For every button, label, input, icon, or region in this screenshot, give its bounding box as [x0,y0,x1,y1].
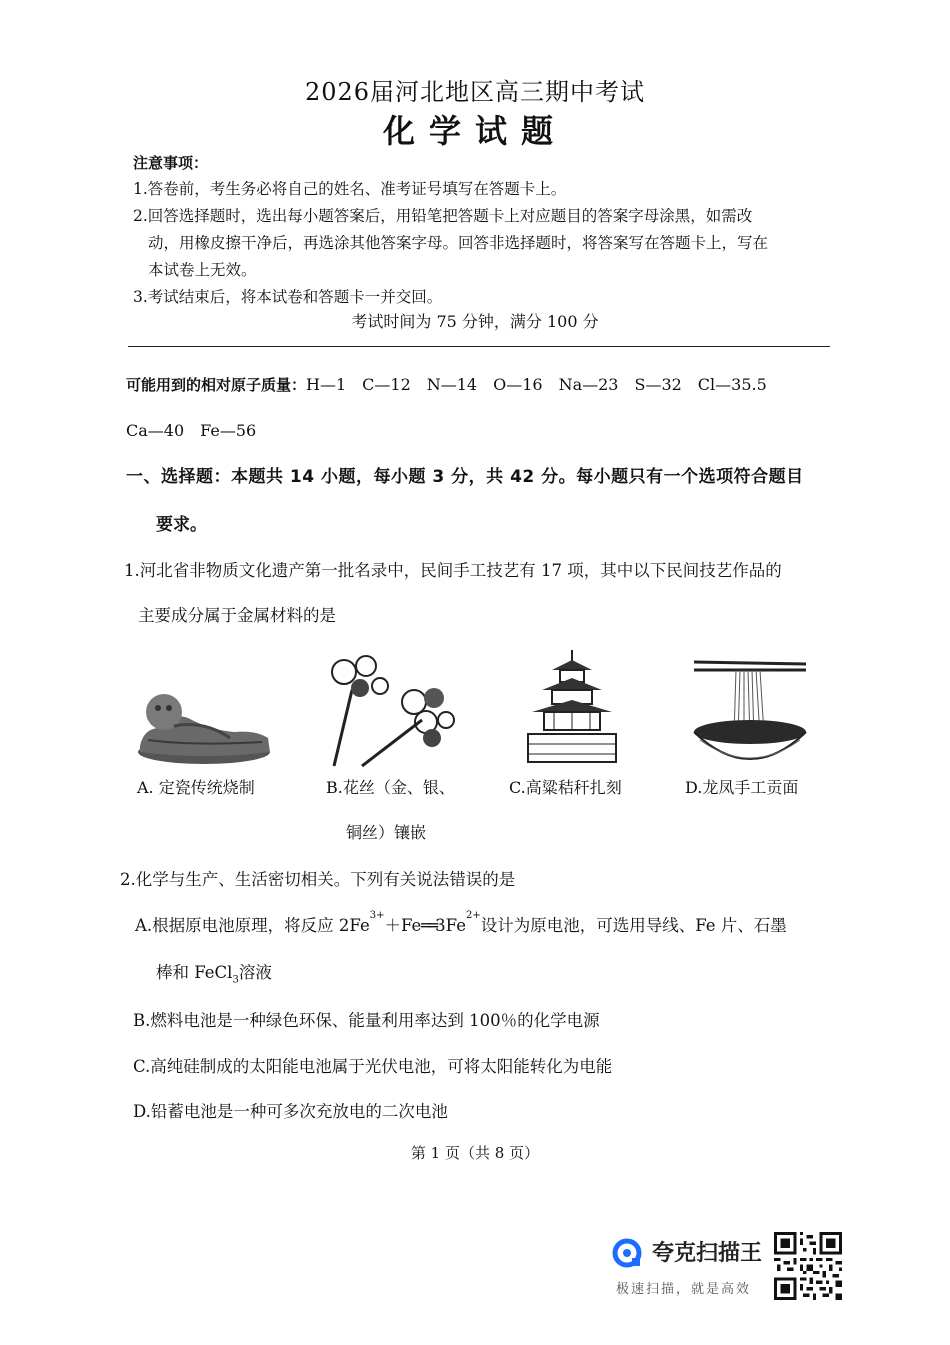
sorghum-pavilion-image [522,648,622,768]
q1-option-b-cont: 铜丝）镶嵌 [346,823,427,842]
note-item-2-line3: 本试卷上无效。 [148,261,257,279]
q2-option-a-cont [156,959,272,985]
section-heading-cont: 要求。 [156,515,207,535]
q2-option-a-post: 设计为原电池，可选用导线、Fe 片、石墨 [480,916,787,935]
note-item-1: 1.答卷前，考生务必将自己的姓名、准考证号填写在答题卡上。 [133,180,567,198]
q2-option-a-charge2: 2+ [465,910,481,921]
atomic-masses-values: H—1 C—12 N—14 O—16 Na—23 S—32 Cl—35.5 [306,375,767,394]
brand-slogan: 极速扫描，就是高效 [616,1282,752,1297]
q1-option-b: B.花丝（金、银、 [326,778,455,797]
q2-option-d: D.铅蓄电池是一种可多次充放电的二次电池 [133,1102,448,1121]
porcelain-pillow-image [134,680,274,766]
q1-option-c: C.高粱秸秆扎刻 [509,778,622,797]
q2-option-a-line2-pre: 棒和 FeCl [156,963,233,982]
q2-option-c: C.高纯硅制成的太阳能电池属于光伏电池，可将太阳能转化为电能 [133,1057,613,1076]
q2-option-a-arrow: ══ [421,916,436,935]
filigree-hairpin-image [322,650,462,770]
brand-name: 夸克扫描王 [652,1241,763,1266]
q2-option-b: B.燃料电池是一种绿色环保、能量利用率达到 100％的化学电源 [133,1011,600,1030]
atomic-masses-line1 [126,372,767,395]
q2-option-a-mid2: 3Fe [435,916,466,935]
section-heading: 一、选择题：本题共 14 小题，每小题 3 分，共 42 分。每小题只有一个选项符合题目 [126,467,804,487]
noodles-bowl-image [690,656,810,766]
atomic-masses-label: 可能用到的相对原子质量： [126,376,307,394]
q1-option-a: A. 定瓷传统烧制 [137,778,255,797]
notes-heading: 注意事项： [133,154,209,172]
atomic-masses-line2: Ca—40 Fe—56 [126,421,257,440]
divider [128,346,830,347]
q2-option-a-pre: A.根据原电池原理，将反应 2Fe [135,916,370,935]
q1-stem-line2: 主要成分属于金属材料的是 [138,606,336,625]
q2-stem: 2.化学与生产、生活密切相关。下列有关说法错误的是 [120,870,516,889]
q2-option-a-subscript: 3 [232,974,239,986]
q2-option-a-charge1: 3+ [369,910,385,921]
exam-title: 2026届河北地区高三期中考试 [304,78,646,106]
page-number: 第 1 页（共 8 页） [410,1144,540,1162]
q2-option-a-mid: ＋Fe [384,916,422,935]
qr-code-icon [774,1232,842,1300]
q1-option-d: D.龙凤手工贡面 [685,778,799,797]
q1-stem-line1: 1.河北省非物质文化遗产第一批名录中，民间手工技艺有 17 项，其中以下民间技艺作品的 [124,561,782,580]
q2-option-a [135,912,787,936]
note-item-3: 3.考试结束后，将本试卷和答题卡一并交回。 [133,288,443,306]
subject-title: 化学试题 [382,112,567,150]
q2-option-a-line2-post: 溶液 [238,963,272,982]
note-item-2-line1: 2.回答选择题时，选出每小题答案后，用铅笔把答题卡上对应题目的答案字母涂黑，如需改 [133,207,753,225]
note-item-2-line2: 动，用橡皮擦干净后，再选涂其他答案字母。回答非选择题时，将答案写在答题卡上，写在 [148,234,769,252]
exam-time: 考试时间为 75 分钟，满分 100 分 [351,312,599,331]
quark-logo-icon [612,1238,642,1268]
